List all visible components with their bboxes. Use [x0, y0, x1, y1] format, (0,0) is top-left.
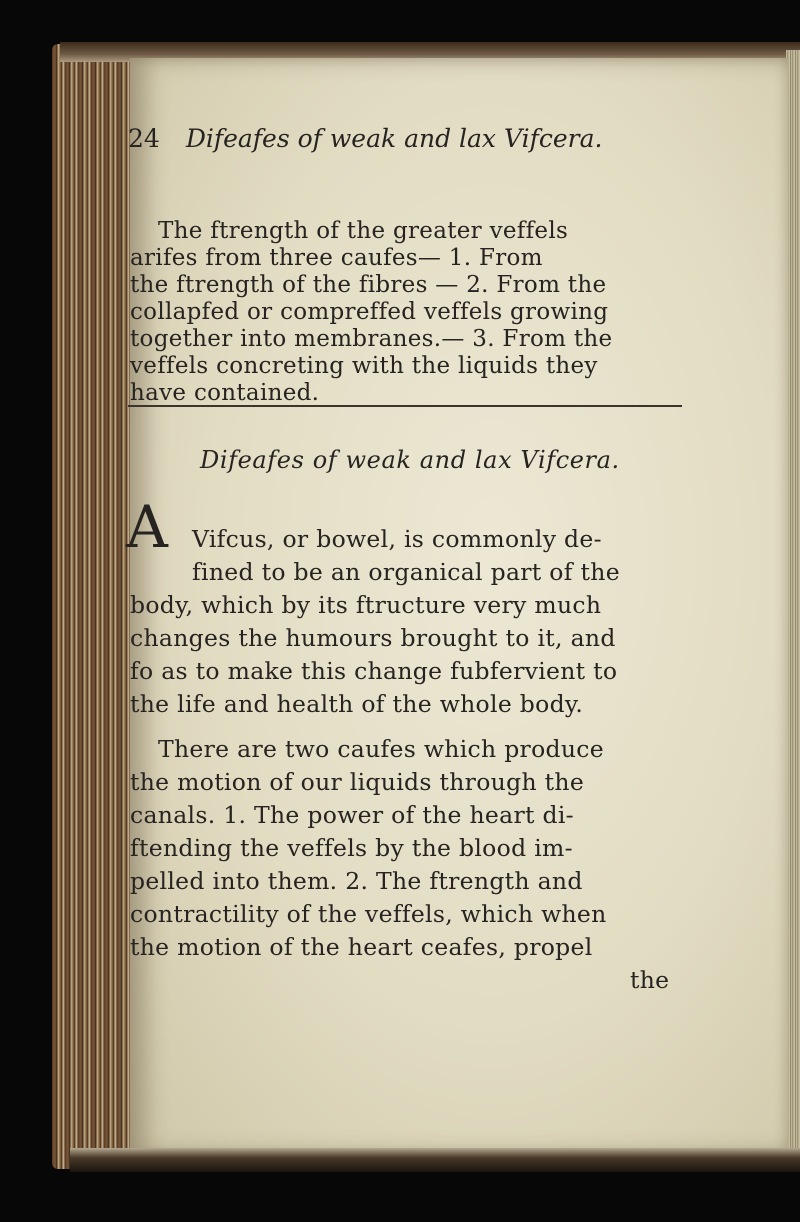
text-line: veffels concreting with the liquids they — [130, 353, 598, 379]
text-line: have contained. — [130, 380, 320, 406]
text-line: ftending the veffels by the blood im- — [130, 834, 573, 862]
text-line: arifes from three caufes— 1. From — [130, 245, 543, 271]
text-line: canals. 1. The power of the heart di- — [130, 801, 574, 829]
text-line: Vifcus, or bowel, is commonly de- — [192, 525, 602, 553]
section-heading: Difeafes of weak and lax Vifcera. — [200, 446, 620, 474]
text-line: collapfed or compreffed veffels growing — [130, 299, 609, 325]
book-bottom-edge — [70, 1148, 800, 1172]
catchword: the — [630, 966, 670, 994]
drop-cap: A — [126, 493, 168, 561]
text-line: the motion of the heart ceafes, propel — [130, 933, 593, 961]
text-line: The ftrength of the greater veffels — [158, 218, 569, 244]
text-line: fined to be an organical part of the — [192, 558, 620, 586]
text-line: changes the humours brought to it, and — [130, 624, 616, 652]
text-line: body, which by its ftructure very much — [130, 591, 602, 619]
running-head — [128, 124, 602, 153]
text-line: fo as to make this change fubfervient to — [130, 657, 618, 685]
text-line: together into membranes.— 3. From the — [130, 326, 613, 352]
book-spine-edge — [52, 44, 142, 1169]
text-line: the ftrength of the fibres — 2. From the — [130, 272, 607, 298]
text-line: contractility of the veffels, which when — [130, 900, 607, 928]
text-line: the life and health of the whole body. — [130, 690, 584, 718]
page-number: 24 — [128, 124, 160, 153]
text-line: the motion of our liquids through the — [130, 768, 585, 796]
text-line: There are two caufes which produce — [158, 735, 604, 763]
running-head-title: Difeafes of weak and lax Vifcera. — [185, 124, 603, 153]
text-line: pelled into them. 2. The ftrength and — [130, 867, 583, 895]
page-stack-edge — [786, 50, 800, 1160]
